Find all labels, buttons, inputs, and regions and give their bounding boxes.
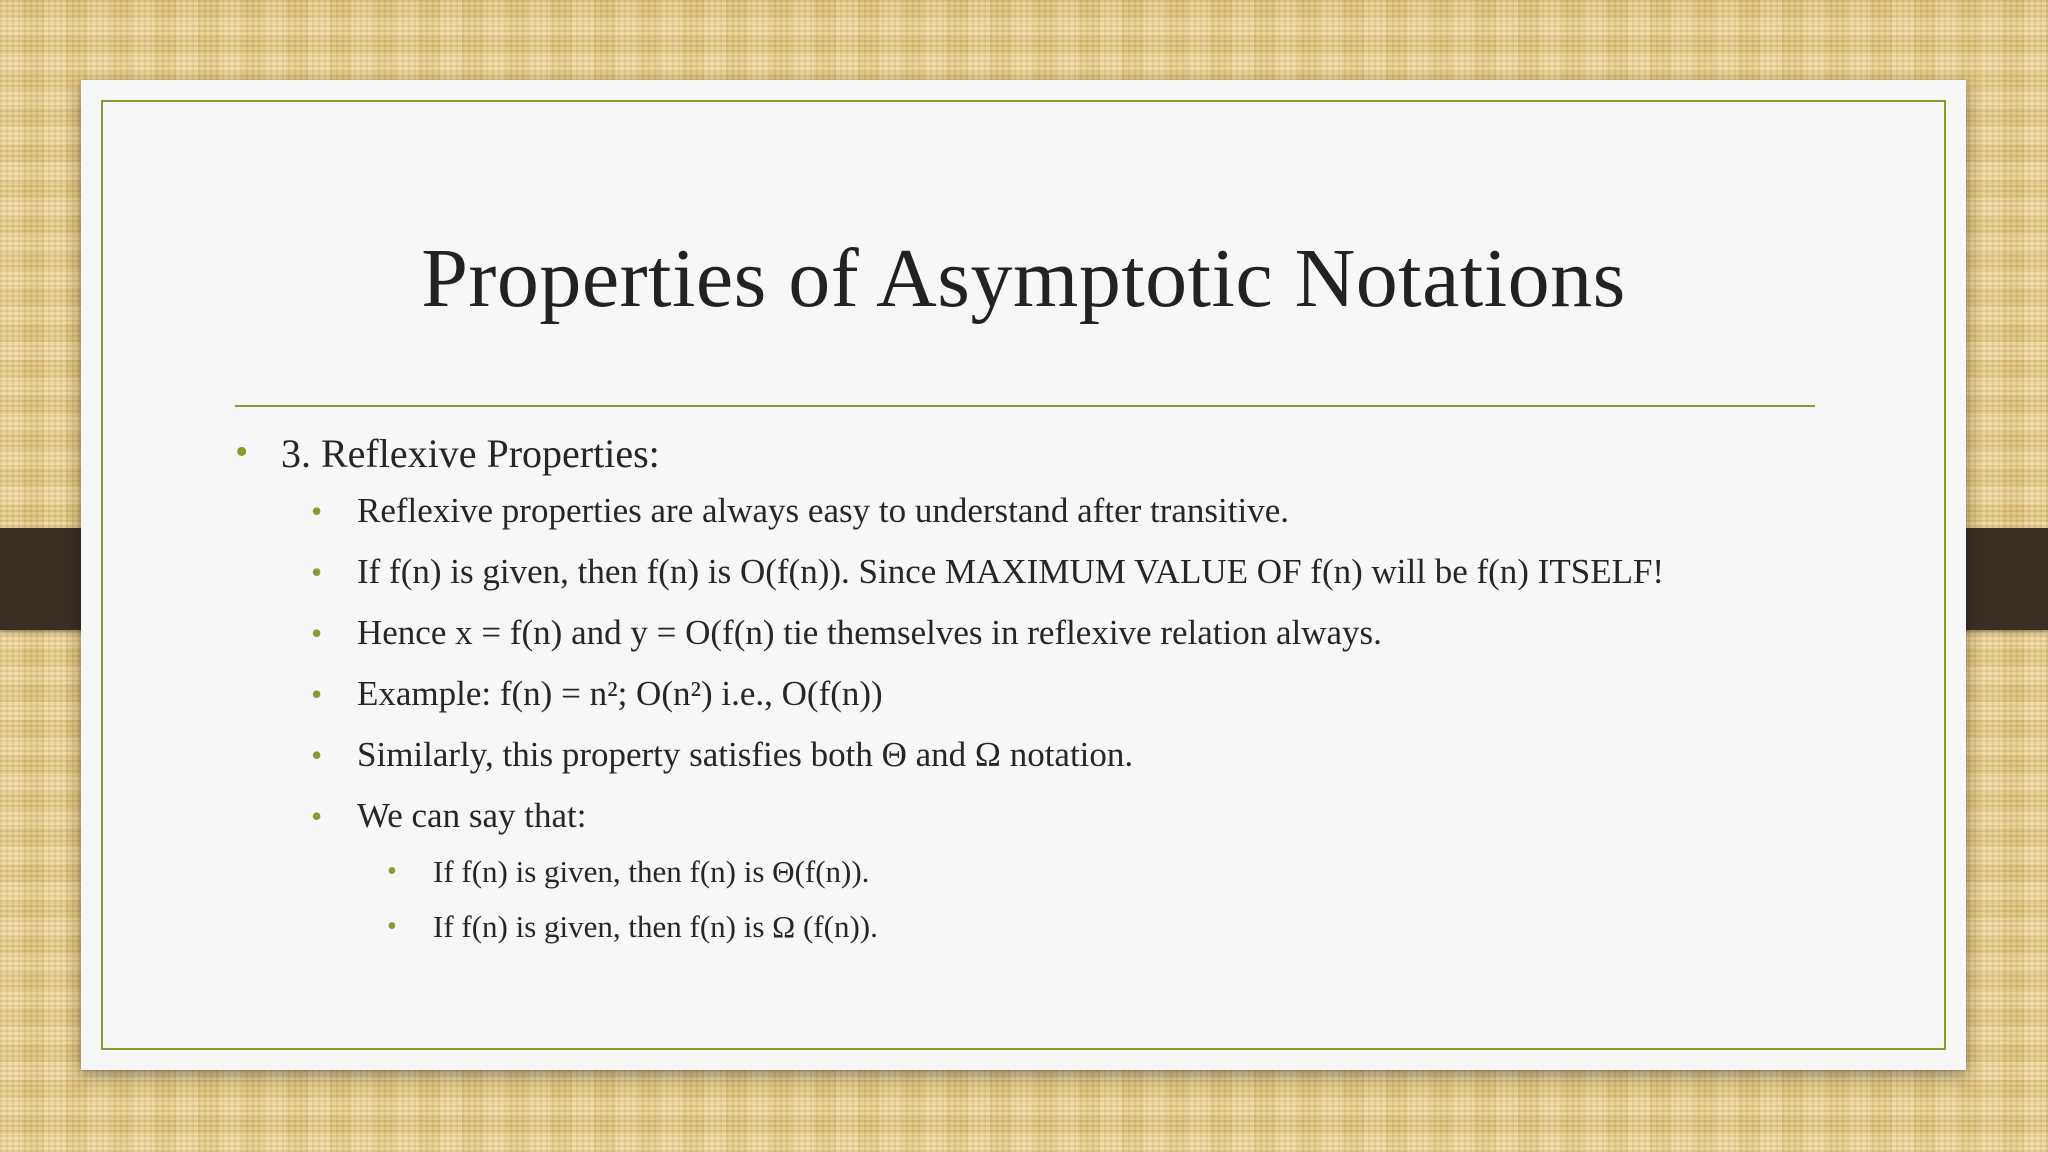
list-item — [311, 612, 1835, 654]
list-item — [311, 490, 1835, 532]
bullet-text: If f(n) is given, then f(n) is Θ(f(n)). — [433, 854, 870, 889]
list-item — [235, 430, 1835, 945]
bullet-icon: • — [311, 676, 323, 712]
bullet-text: Example: f(n) = n²; O(n²) i.e., O(f(n)) — [357, 674, 883, 713]
bullet-text: Reflexive properties are always easy to understand after transitive. — [357, 491, 1289, 530]
list-item — [387, 908, 1835, 945]
bullet-icon: • — [387, 911, 397, 943]
sub-sub-bullet-list — [357, 853, 1835, 945]
sub-bullet-list — [281, 490, 1835, 945]
slide-card — [81, 80, 1966, 1070]
list-item — [311, 795, 1835, 945]
bullet-list — [235, 430, 1835, 945]
bullet-text: Hence x = f(n) and y = O(f(n) tie themselves in reflexive relation always. — [357, 613, 1382, 652]
bullet-icon: • — [311, 798, 323, 834]
list-item — [311, 551, 1835, 593]
bullet-icon: • — [311, 493, 323, 529]
title-divider — [235, 405, 1815, 407]
bullet-text: 3. Reflexive Properties: — [281, 431, 660, 476]
bullet-text: Similarly, this property satisfies both Θ and Ω notation. — [357, 735, 1134, 774]
bullet-icon: • — [387, 856, 397, 887]
bullet-text: If f(n) is given, then f(n) is Ω (f(n)). — [433, 909, 878, 945]
list-item — [311, 734, 1835, 776]
bullet-text: If f(n) is given, then f(n) is O(f(n)). Since MAXIMUM VALUE OF f(n) will be f(n) ITSELF! — [357, 552, 1665, 591]
bullet-icon: • — [311, 554, 323, 590]
slide-title: Properties of Asymptotic Notations — [421, 232, 1626, 325]
bullet-icon: • — [311, 615, 323, 651]
slide-content — [235, 430, 1835, 964]
list-item — [387, 853, 1835, 890]
bullet-icon: • — [235, 431, 249, 473]
list-item — [311, 673, 1835, 715]
bullet-text: We can say that: — [357, 796, 587, 835]
bullet-icon: • — [311, 737, 323, 773]
